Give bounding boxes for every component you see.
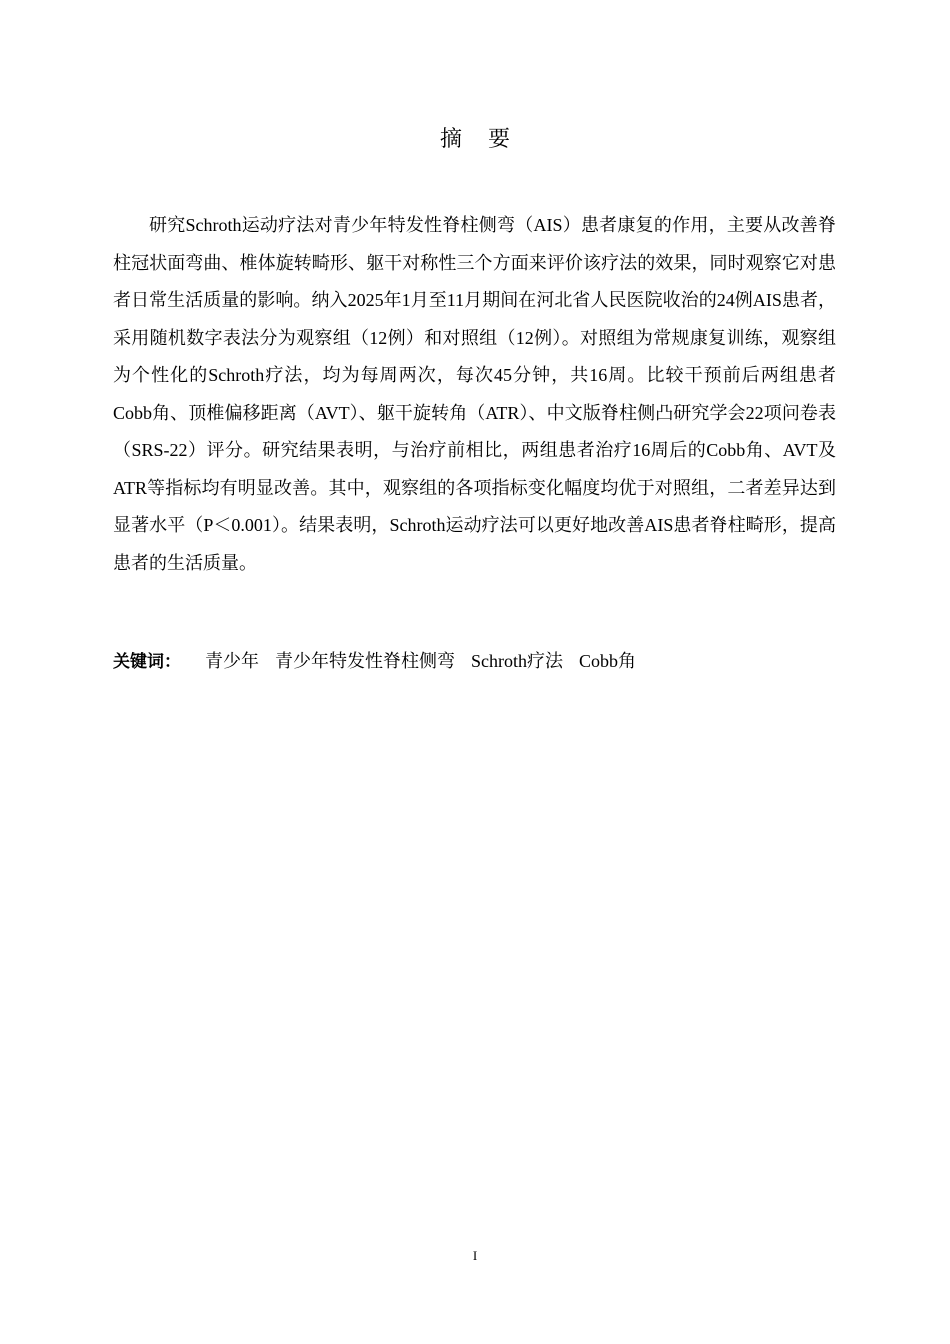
keyword-item: Cobb角 xyxy=(579,651,637,671)
keywords-line xyxy=(113,643,836,680)
keyword-item: 青少年特发性脊柱侧弯 xyxy=(275,651,455,671)
keywords-label: 关键词： xyxy=(113,652,181,672)
keyword-item: 青少年 xyxy=(205,651,259,671)
abstract-title: 摘要 xyxy=(439,126,536,151)
abstract-body: 研究Schroth运动疗法对青少年特发性脊柱侧弯（AIS）患者康复的作用，主要从改善脊柱冠状面弯曲、椎体旋转畸形、躯干对称性三个方面来评价该疗法的效果，同时观察它对患者日常生活质量的影响。纳入2025年1月至11月期间在河北省人民医院收治的24例AIS患者，采用随机数字表法分为观察组（12例）和对照组（12例）。对照组为常规康复训练，观察组为个性化的Schroth疗法，均为每周两次，每次45分钟，共16周。比较干预前后两组患者Cobb角、顶椎偏移距离（AVT）、躯干旋转角（ATR）、中文版脊柱侧凸研究学会22项问卷表（SRS-22）评分。研究结果表明，与治疗前相比，两组患者治疗16周后的Cobb角、AVT及ATR等指标均有明显改善。其中，观察组的各项指标变化幅度均优于对照组，二者差异达到显著水平（P＜0.001）。结果表明，Schroth运动疗法可以更好地改善AIS患者脊柱畸形，提高患者的生活质量。 xyxy=(113,215,836,573)
page-number: I xyxy=(472,1248,478,1263)
keyword-item: Schroth疗法 xyxy=(471,651,563,671)
